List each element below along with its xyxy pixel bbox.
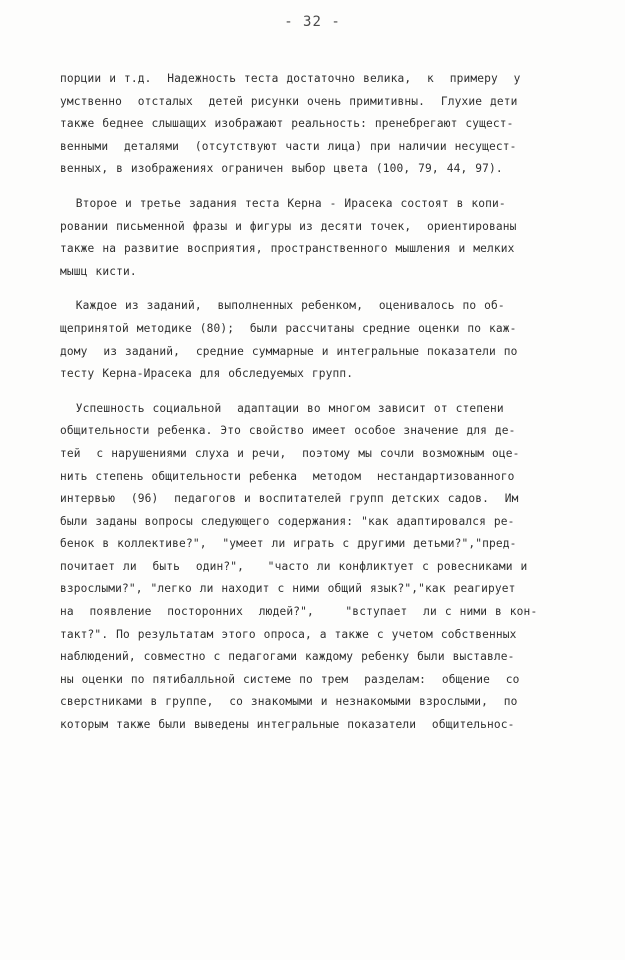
paragraph-spacer — [60, 181, 605, 193]
text-line: бенок в коллективе?", "умеет ли играть с другими детьми?","пред- — [60, 537, 517, 551]
text-line: умственно отсталых детей рисунки очень примитивны. Глухие дети — [60, 94, 518, 108]
text-line: были заданы вопросы следующего содержания: "как адаптировался ре- — [60, 514, 515, 528]
text-line: Второе и третье задания теста Керна - Ирасека состоят в копи- — [60, 196, 506, 210]
paragraph — [60, 295, 605, 385]
text-line: мышц кисти. — [60, 264, 137, 278]
text-line: которым также были выведены интегральные показатели общительнос- — [60, 718, 515, 732]
text-line: сверстниками в группе, со знакомыми и незнакомыми взрослыми, по — [60, 695, 518, 709]
text-line: такт?". По результатам этого опроса, а также с учетом собственных — [60, 627, 517, 641]
text-line: щепринятой методике (80); были рассчитаны средние оценки по каж- — [60, 321, 517, 335]
text-line: тесту Керна-Ирасека для обследуемых групп. — [60, 367, 354, 381]
text-line: почитает ли быть один?", "часто ли конфликтует с ровесниками и — [60, 559, 528, 573]
text-line: наблюдений, совместно с педагогами каждому ребенку были выставле- — [60, 650, 515, 664]
text-line: также на развитие восприятия, пространственного мышления и мелких — [60, 242, 515, 256]
text-line: Каждое из заданий, выполненных ребенком, оценивалось по об- — [60, 299, 505, 313]
paragraph-spacer — [60, 386, 605, 398]
text-line: также беднее слышащих изображают реальность: пренебрегают сущест- — [60, 117, 514, 131]
text-line: ровании письменной фразы и фигуры из десяти точек, ориентированы — [60, 219, 517, 233]
paragraph — [60, 193, 605, 283]
text-line: венными деталями (отсутствуют части лица) при наличии несущест- — [60, 139, 517, 153]
text-line: интервью (96) педагогов и воспитателей групп детских садов. Им — [60, 492, 519, 506]
text-line: ны оценки по пятибалльной системе по трем разделам: общение со — [60, 672, 520, 686]
text-line: тей с нарушениями слуха и речи, поэтому мы сочли возможным оце- — [60, 446, 520, 460]
text-line: взрослыми?", "легко ли находит с ними общий язык?","как реагирует — [60, 582, 516, 596]
paragraph — [60, 68, 605, 181]
paragraph — [60, 398, 605, 737]
text-line: венных, в изображениях ограничен выбор цвета (100, 79, 44, 97). — [60, 162, 503, 176]
text-line: порции и т.д. Надежность теста достаточно велика, к примеру у — [60, 72, 521, 85]
text-body — [60, 68, 605, 737]
text-line: дому из заданий, средние суммарные и интегральные показатели по — [60, 344, 518, 358]
paragraph-spacer — [60, 283, 605, 295]
text-line: Успешность социальной адаптации во многом зависит от степени — [60, 401, 504, 415]
text-line: общительности ребенка. Это свойство имеет особое значение для де- — [60, 424, 516, 438]
page-number: - 32 - — [284, 14, 341, 30]
text-line: нить степень общительности ребенка методом нестандартизованного — [60, 469, 515, 483]
text-line: на появление посторонних людей?", "вступает ли с ними в кон- — [60, 605, 538, 619]
